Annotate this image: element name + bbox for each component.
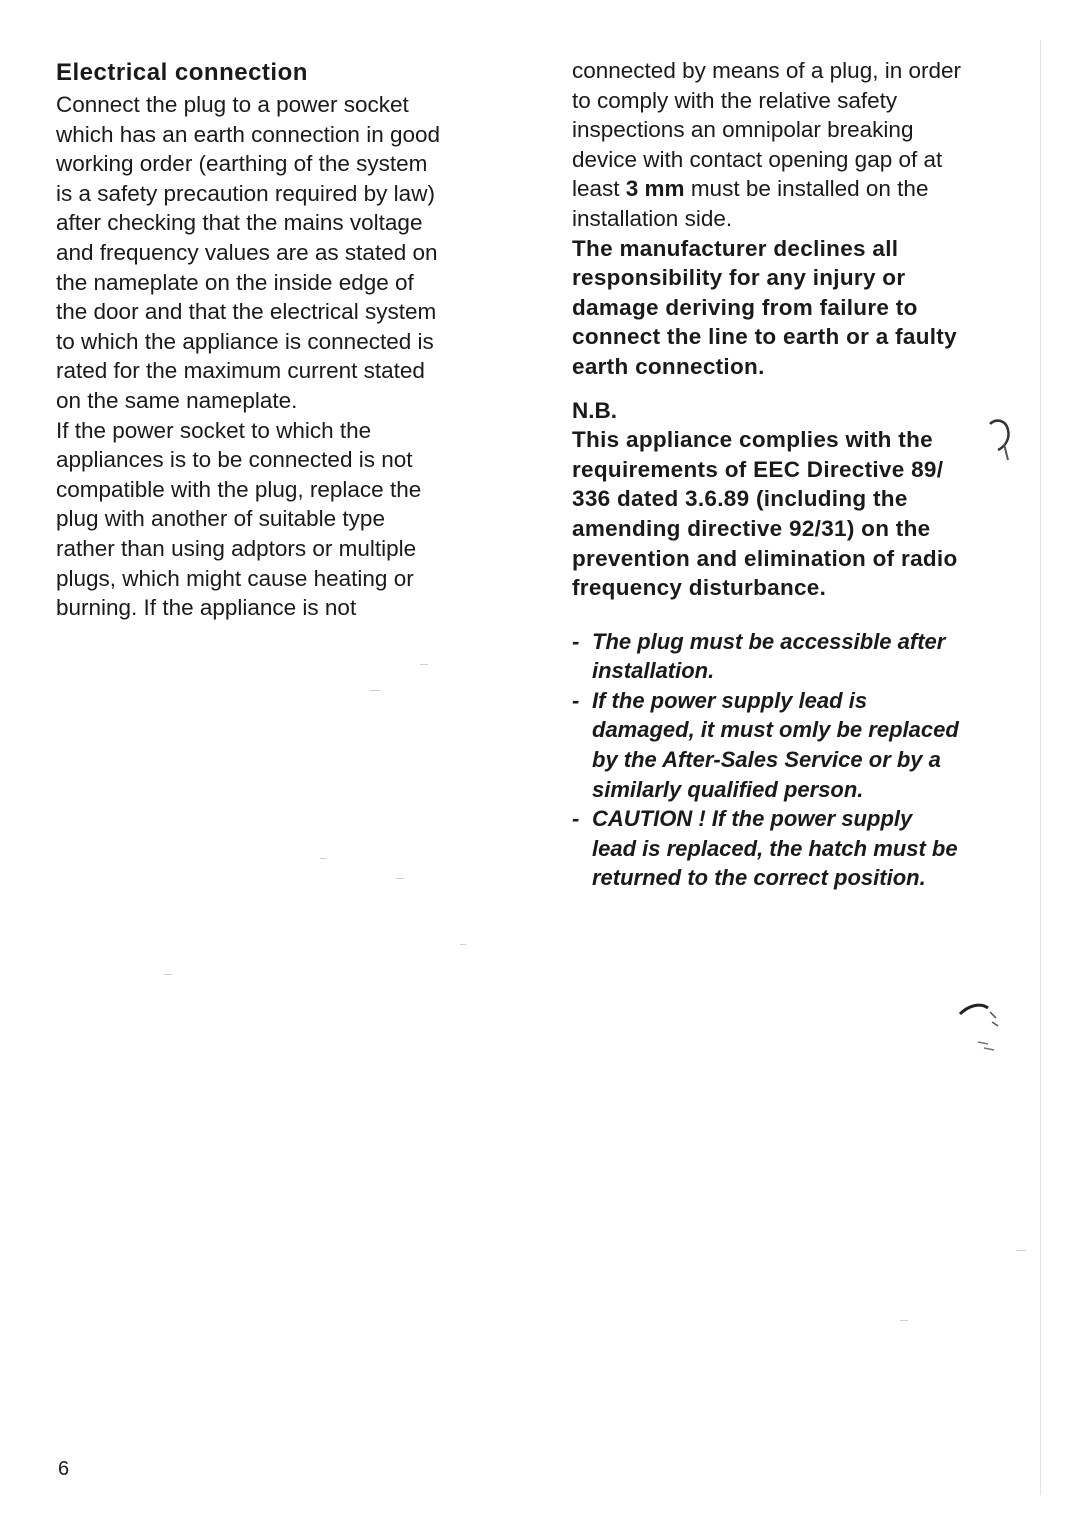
scan-speck (900, 1320, 908, 1321)
scan-speck (1016, 1250, 1026, 1251)
scan-speck (370, 690, 380, 691)
eec-compliance-text: This appliance complies with the requirements of EEC Directive 89/ 336 dated 3.6.89 (including the amending directive 92/31) on the prevention and elimination of radio frequency disturbance. (572, 427, 958, 601)
scan-smudge-mark (958, 998, 1004, 1054)
note-text: The plug must be accessible after installation. (592, 628, 946, 684)
breaking-device-text (572, 56, 1022, 234)
page-edge-line (1040, 40, 1041, 1495)
note-dash: - (572, 628, 580, 654)
section-heading: Electrical connection (56, 59, 308, 86)
scan-speck (396, 878, 404, 879)
right-column (572, 56, 1022, 893)
scan-speck (420, 664, 428, 665)
safety-note (572, 627, 1022, 686)
scan-speck (320, 858, 326, 859)
safety-notes-list (572, 627, 1022, 893)
page-number: 6 (58, 1458, 70, 1480)
manufacturer-disclaimer: The manufacturer declines all responsibility for any injury or damage deriving from failure to connect the line to earth or a faulty earth connection. (572, 235, 957, 379)
note-text: If the power supply lead is damaged, it must omly be replaced by the After-Sales Service or by a similarly qualified person. (592, 687, 959, 802)
gap-measurement: 3 mm (625, 176, 685, 202)
scan-speck (460, 944, 466, 945)
note-text: CAUTION ! If the power supply lead is replaced, the hatch must be returned to the correct position. (592, 806, 958, 891)
note-dash: - (572, 806, 580, 832)
breaking-device-tail: must be installed on the installation side. (572, 176, 929, 231)
scan-smudge-mark (984, 416, 1014, 464)
connection-instructions: Connect the plug to a power socket which has an earth connection in good working order (earthing of the system is a safety precaution required by law) after checking that the mains voltage and frequency values are as stated on the nameplate on the inside edge of the door and that the electrical system to which the appliance is connected is rated for the maximum current stated on the same nameplate. (56, 92, 441, 413)
nb-label: N.B. (572, 397, 617, 423)
safety-note (572, 804, 1022, 893)
scan-speck (164, 974, 172, 975)
socket-compatibility-text: If the power socket to which the appliances is to be connected is not compatible with the plug, replace the plug with another of suitable type rather than using adptors or multiple plugs, which might cause heating or burning. If the appliance is not (56, 417, 422, 621)
left-column (56, 56, 506, 623)
breaking-device-lead: connected by means of a plug, in order to comply with the relative safety inspections an omnipolar breaking device with contact opening gap of at least (572, 58, 961, 202)
safety-note (572, 686, 1022, 804)
note-dash: - (572, 687, 580, 713)
